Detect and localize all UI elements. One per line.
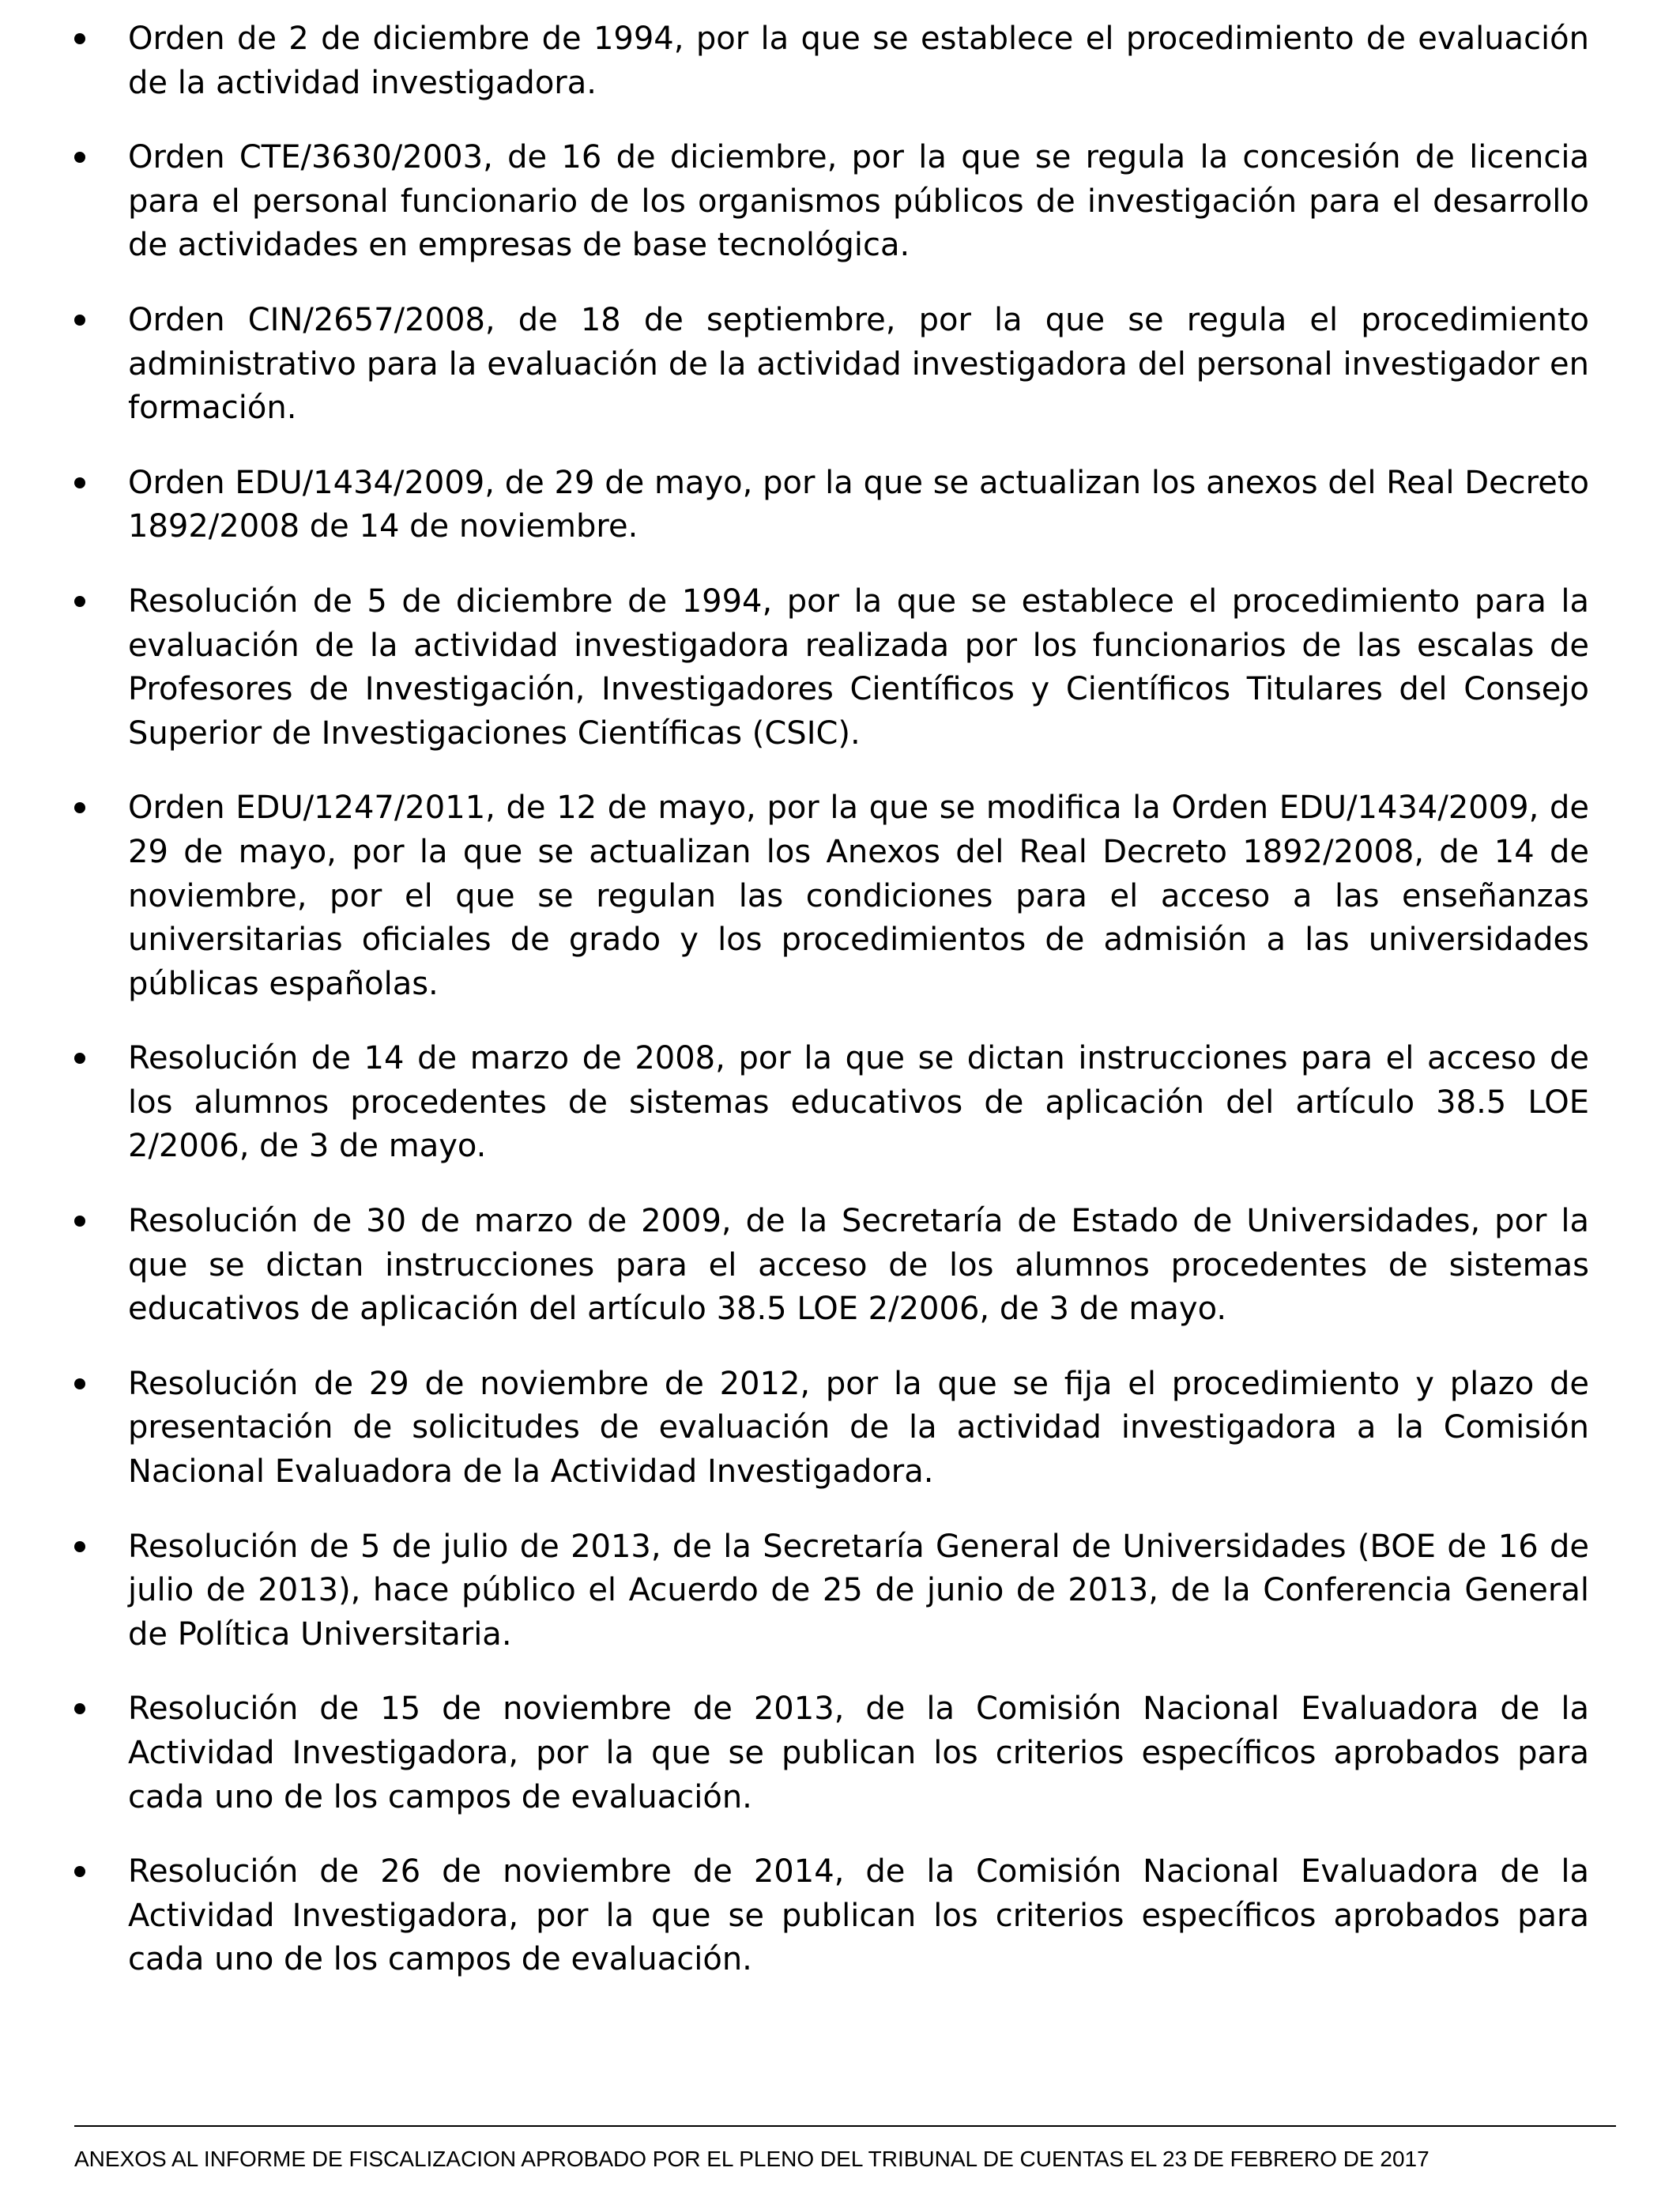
list-item <box>0 1687 1680 1819</box>
list-item-text: Resolución de 5 de julio de 2013, de la Secretaría General de Universidades (BOE de 16 de julio de 2013), hace público el Acuerdo de 25 de junio de 2013, de la Conferencia General de Política Universitaria. <box>128 1528 1589 1653</box>
list-item <box>0 1200 1680 1332</box>
bullet-icon <box>74 1053 85 1064</box>
list-item-text: Resolución de 29 de noviembre de 2012, por la que se fija el procedimiento y plazo de presentación de solicitudes de evaluación de la actividad investigadora a la Comisión Nacional Evaluadora de la Actividad Investigadora. <box>128 1365 1589 1491</box>
bullet-icon <box>74 477 85 488</box>
bullet-icon <box>74 1378 85 1389</box>
list-item <box>0 1363 1680 1495</box>
list-item <box>0 136 1680 268</box>
bullet-icon <box>74 1541 85 1552</box>
page-footer: ANEXOS AL INFORME DE FISCALIZACION APROBADO POR EL PLENO DEL TRIBUNAL DE CUENTAS EL 23 DE FEBRERO DE 2017 <box>74 2147 1430 2171</box>
list-item <box>0 17 1680 105</box>
list-item <box>0 299 1680 431</box>
list-item <box>0 786 1680 1006</box>
list-item-text: Resolución de 26 de noviembre de 2014, de la Comisión Nacional Evaluadora de la Actividad Investigadora, por la que se publican los criterios específicos aprobados para cada uno de los campos de evaluación. <box>128 1853 1589 1978</box>
list-item <box>0 580 1680 756</box>
bullet-icon <box>74 802 85 813</box>
bullet-icon <box>74 596 85 607</box>
legislation-list <box>0 17 1680 2013</box>
bullet-icon <box>74 1216 85 1227</box>
list-item <box>0 462 1680 549</box>
bullet-icon <box>74 152 85 163</box>
list-item-text: Orden de 2 de diciembre de 1994, por la que se establece el procedimiento de evaluación de la actividad investigadora. <box>128 21 1589 101</box>
list-item-text: Orden CIN/2657/2008, de 18 de septiembre, por la que se regula el procedimiento administrativo para la evaluación de la actividad investigadora del personal investigador en formación. <box>128 301 1589 427</box>
list-item-text: Resolución de 30 de marzo de 2009, de la Secretaría de Estado de Universidades, por la que se dictan instrucciones para el acceso de los alumnos procedentes de sistemas educativos de aplicación del artículo 38.5 LOE 2/2006, de 3 de mayo. <box>128 1203 1589 1328</box>
list-item-text: Orden EDU/1247/2011, de 12 de mayo, por la que se modifica la Orden EDU/1434/2009, de 29 de mayo, por la que se actualizan los Anexos del Real Decreto 1892/2008, de 14 de noviembre, por el que se regulan las condiciones para el acceso a las enseñanzas universitarias oficiales de grado y los procedimientos de admisión a las universidades públicas españolas. <box>128 790 1589 1002</box>
bullet-icon <box>74 33 85 44</box>
bullet-icon <box>74 1703 85 1714</box>
list-item-text: Resolución de 14 de marzo de 2008, por la que se dictan instrucciones para el acceso de los alumnos procedentes de sistemas educativos de aplicación del artículo 38.5 LOE 2/2006, de 3 de mayo. <box>128 1040 1589 1165</box>
list-item-text: Resolución de 15 de noviembre de 2013, de la Comisión Nacional Evaluadora de la Actividad Investigadora, por la que se publican los criterios específicos aprobados para cada uno de los campos de evaluación. <box>128 1691 1589 1815</box>
list-item <box>0 1850 1680 1982</box>
list-item-text: Orden EDU/1434/2009, de 29 de mayo, por la que se actualizan los anexos del Real Decreto 1892/2008 de 14 de noviembre. <box>128 464 1589 545</box>
list-item-text: Orden CTE/3630/2003, de 16 de diciembre, por la que se regula la concesión de licencia para el personal funcionario de los organismos públicos de investigación para el desarrollo de actividades en empresas de base tecnológica. <box>128 139 1589 264</box>
list-item <box>0 1525 1680 1657</box>
list-item <box>0 1037 1680 1169</box>
footer-divider <box>74 2125 1616 2127</box>
list-item-text: Resolución de 5 de diciembre de 1994, por la que se establece el procedimiento para la evaluación de la actividad investigadora realizada por los funcionarios de las escalas de Profesores de Investigación, Investigadores Científicos y Científicos Titulares del Consejo Superior de Investigaciones Científicas (CSIC). <box>128 582 1589 752</box>
bullet-icon <box>74 315 85 326</box>
bullet-icon <box>74 1866 85 1877</box>
